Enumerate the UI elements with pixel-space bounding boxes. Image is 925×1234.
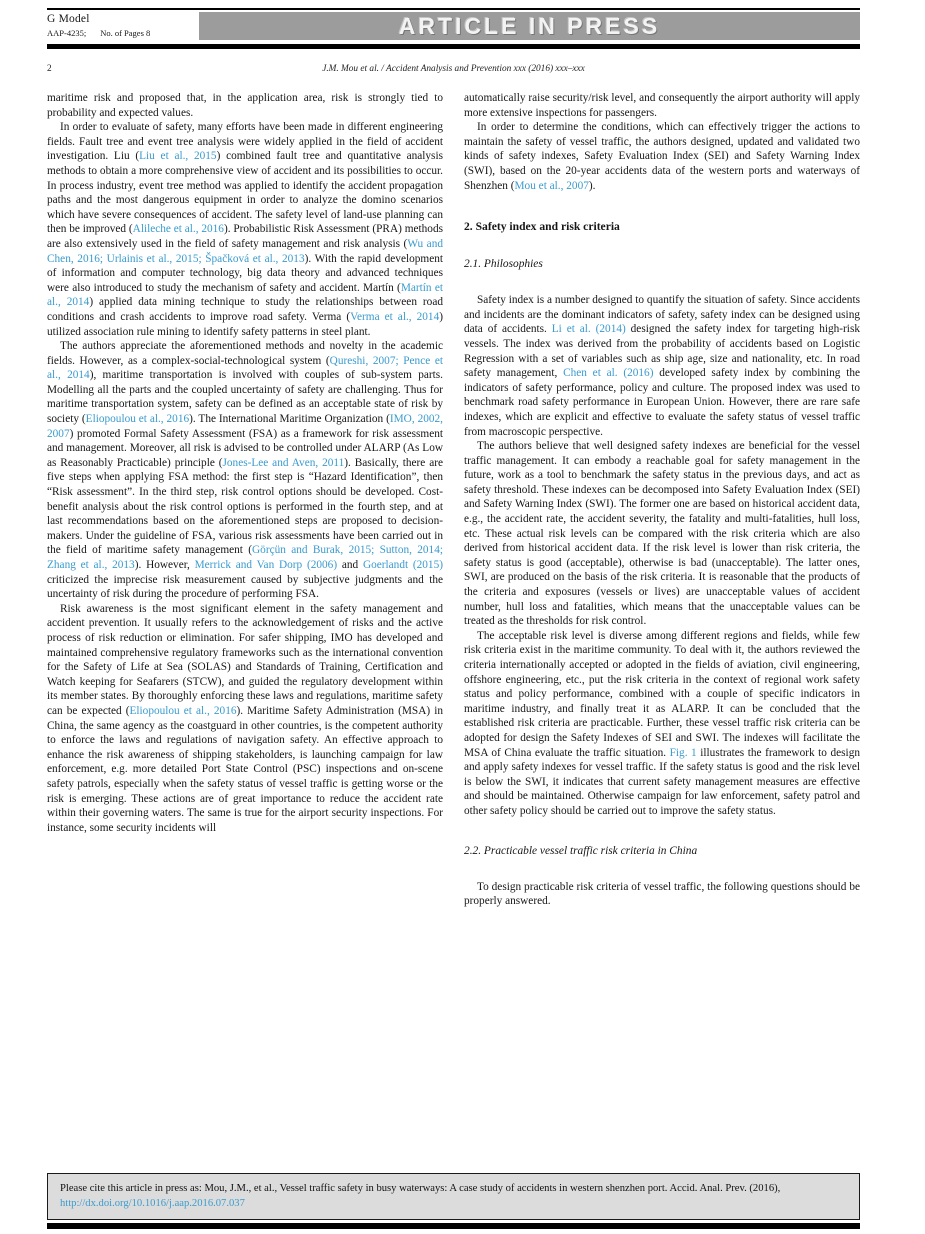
text-run: ) utilized association rule mining to identify safety patterns in steel plant. [47,310,443,338]
text-run: Please cite this article in press as: Mou, J.M., et al., Vessel traffic safety in busy waterways: A case study of accidents in western shenzhen port. Accid. Anal. Prev. (2016), [60,1183,781,1194]
citation-footer [47,1173,860,1229]
text-run: ). The International Maritime Organization ( [189,413,390,426]
text-run: Risk awareness is the most significant element in the safety management and accident prevention. It usually refers to the acknowledgement of risks and the active process of risk reduction or elimination. For safer shipping, IMO has developed and maintained comprehensive regulatory frameworks such as the international convention for the Safety of Life at Sea (SOLAS) and Standards of Training, Certification and Watch keeping for Seafarers (STCW), and guided the regulatory development within its member states. By thoroughly enforcing these laws and regulations, maritime safety can be expected ( [47,602,443,717]
header-rule-bar [47,44,860,49]
text-run: ). However, [134,559,195,571]
citation-link[interactable]: Wu and Chen, 2016; Urlainis et al., 2015; Špačková et al., 2013 [47,237,443,265]
paragraph [47,339,443,602]
paragraph [464,439,860,629]
text-run: In order to evaluate of safety, many efforts have been made in different engineering fields. Fault tree and event tree analysis were widely applied in the field of accident investigation. Liu ( [47,121,443,163]
section-heading: 2. Safety index and risk criteria [464,220,620,234]
text-run: automatically raise security/risk level, and consequently the airport authority will apply more extensive inspections for passengers. [464,92,860,119]
text-run: ). [588,179,596,192]
citation-link[interactable]: Eliopoulou et al., 2016 [129,704,237,717]
g-model-block [47,13,197,38]
manuscript-number [47,28,197,38]
paragraph [464,629,860,819]
text-run: The acceptable risk level is diverse among different regions and fields, while few risk criteria exist in the maritime community. To deal with it, the authors reviewed the criteria internationally accepted or adopted in the fields of aviation, civil engineering, offshore engineering, etc., put the risk criteria in the context of regional work safety status and policy performance, combined with a couple of specific indicators in maritime industry, and finally treat it as ALARP. It can be concluded that the established risk criteria are practicable. Further, these vessel traffic risk criteria can be adopted for design the Safety Indexes of SEI and SWI. The indexes will facilitate the MSA of China evaluate the traffic situation. [464,629,860,759]
model-number: AAP-4235; [47,28,87,38]
page-number: 2 [47,64,52,74]
text-run: illustrates the framework to design and apply safety indexes for vessel traffic. If the safety status is good and the risk level is below the SWI, it indicates that current safety management measures are effective and should be maintained. Otherwise campaign for law enforcement, safety patrol and other safety policy should be carried out to improve the safety status. [464,746,860,817]
left-column [47,91,443,909]
paragraph [47,120,443,339]
subsection-heading: 2.1. Philosophies [464,258,543,271]
citation-link[interactable]: Liu et al., 2015 [139,150,217,163]
paragraph [47,602,443,836]
text-run: In order to determine the conditions, which can effectively trigger the actions to maintain the safety of vessel traffic, the authors designed, updated and validated two kinds of safety indexes, Safety Evaluation Index (SEI) and Safety Warning Index (SWI), based on the 20-year accidents data of the western ports and waterways of Shenzhen ( [464,121,860,192]
text-run: The authors appreciate the aforementioned methods and novelty in the academic fields. However, as a complex-social-technological system ( [47,340,443,367]
citation-link[interactable]: Qureshi, 2007; Pence et al., 2014 [47,354,444,382]
footer-rule-bar [47,1223,860,1229]
citation-link[interactable]: Martín et al., 2014 [47,281,443,309]
footer-citation-text [47,1173,860,1220]
citation-link[interactable]: http://dx.doi.org/10.1016/j.aap.2016.07.037 [60,1197,245,1209]
citation-link[interactable]: Verma et al., 2014 [350,310,440,323]
citation-link[interactable]: Li et al. (2014) [551,323,626,336]
text-run: ). Probabilistic Risk Assessment (PRA) methods are also extensively used in the field of safety management and risk analysis ( [47,223,443,250]
citation-link[interactable]: Chen et al. (2016) [563,367,654,380]
citation-link[interactable]: Merrick and Van Dorp (2006) [194,559,338,571]
right-column [464,91,860,909]
citation-link[interactable]: Fig. 1 [669,746,697,759]
text-run: ). Maritime Safety Administration (MSA) in China, the same agency as the coastguard in other countries, is the competent authority to enforce the laws and regulations of navigation safety. An effective approach to enhance the risk awareness of shipping stakeholders, is launching campaign for law enforcement, e.g. more detailed Port State Control (PSC) inspections and on-scene safety patrols, especially when the safety status of vessel traffic is getting worse or the risk is emerging. These actions are of great importance to reduce the accident rate within their governing waters. The same is true for the airport security inspections. For instance, some security incidents will [47,704,443,834]
text-run: To design practicable risk criteria of vessel traffic, the following questions should be properly answered. [464,880,860,908]
citation-link[interactable]: Jones-Lee and Aven, 2011 [222,456,345,469]
running-head-text: J.M. Mou et al. / Accident Analysis and Prevention xxx (2016) xxx–xxx [322,64,585,74]
text-run: ) combined fault tree and quantitative analysis methods to obtain a more comprehensive view of accident and its possibilities to occur. In process industry, event tree method was applied to identify the accident propagation paths and the most dangerous equipment in order to analyze the domino scenarios which have severe consequences of accident. The safety level of land-use planning can then be improved ( [47,150,443,236]
citation-link[interactable]: Alileche et al., 2016 [132,223,224,236]
paragraph [47,91,443,120]
article-body [47,91,860,909]
text-run: ). Basically, there are five steps when applying FSA method: the first step is “Hazard Identification”, then “Risk assessment”. In the third step, risk control options should be developed. Cost-benefit analysis about the risk control options is performed in the fourth step, and at last recommendations based on the aforementioned steps are proposed to decision-makers. Under the guideline of FSA, various risk assessments have been carried out in the field of maritime safety management ( [47,456,443,557]
article-in-press-banner: ARTICLE IN PRESS [199,12,860,40]
text-run: Safety index is a number designed to quantify the situation of safety. Since accidents and incidents are the dominant indicators of safety, safety index can be designed using data of accidents. [464,294,860,336]
g-model-label: G Model [47,13,90,25]
text-run: ) applied data mining technique to study the relationships between road conditions and crash accidents to improve road safety. Verma ( [47,296,443,323]
paragraph [464,293,860,439]
text-run: ), maritime transportation is involved with couples of sub-system parts. Modelling all the parts and the coupled uncertainty of safety are challenging. Thus for maritime transportation system, safety can be defined as an acceptable state of risk by society ( [47,369,443,426]
text-run: developed safety index by combining the indicators of safety performance, policy and culture. The proposed index was used to benchmark road safety performance in European Union. However, there are rare safe indexes, which are explicit and effective to evaluate the safety status of vessel traffic from macroscopic perspective. [464,367,860,438]
citation-link[interactable]: Goerlandt (2015) [362,559,443,571]
citation-link[interactable]: IMO, 2002, 2007 [47,413,443,440]
article-in-press-header [47,8,860,41]
citation-link[interactable]: Eliopoulou et al., 2016 [85,413,190,426]
citation-link[interactable]: Görçün and Burak, 2015; Sutton, 2014; Zhang et al., 2013 [47,544,443,571]
subsection-heading: 2.2. Practicable vessel traffic risk criteria in China [464,844,698,857]
citation-link[interactable]: Mou et al., 2007 [514,179,589,192]
running-head [47,64,860,74]
text-run: designed the safety index for targeting high-risk vessels. The index was derived from the probability of accidents based on Logistic Regression with a set of variables such as ship age, size and nationality, etc. In road safety management, [464,323,860,380]
paragraph [464,120,860,193]
text-run: ) promoted Formal Safety Assessment (FSA) as a framework for risk assessment and management. Moreover, all risk is advised to be controlled under ALARP (As Low as Reasonably Practicable) principle ( [47,427,443,469]
paragraph [464,880,860,909]
paragraph [464,91,860,120]
text-run: maritime risk and proposed that, in the application area, risk is strongly tied to probability and expected values. [47,92,443,119]
pages-count: No. of Pages 8 [100,28,151,38]
text-run: ). With the rapid development of information and computer technology, big data theory and advanced techniques were also introduced to study the mechanism of safety and accident. Martín ( [47,252,443,294]
text-run: and [337,559,363,571]
text-run: criticized the imprecise risk measurement caused by subjective judgments and the uncertainty of risk during the procedure of performing FSA. [47,573,443,601]
text-run: The authors believe that well designed safety indexes are beneficial for the vessel traffic management. It can embody a reachable goal for safety management in the future, work as a tool to benchmark the safety status in the previous days, and act as safety threshold. These indexes can be decomposed into Safety Evaluation Index (SEI) and Safety Warning Index (SWI). The former one are based on historical accident data, e.g., the accident rate, the accident severity, the fatality and multi-fatalities, hull loss, etc. These actual risk levels can be compared with the risk criteria which are also derived from historical accident data. If the risk level is lower than risk criteria, the safety status is good (acceptable), otherwise is bad (unacceptable). The latter ones, SWI, are produced on the basis of the risk criteria. It is reasonable that the products of the criteria and exposures (vessels or lives) are unacceptable values of accident number, hull loss and fatalities, which means that the unacceptable values can be treated as the thresholds for risk control. [464,440,860,628]
